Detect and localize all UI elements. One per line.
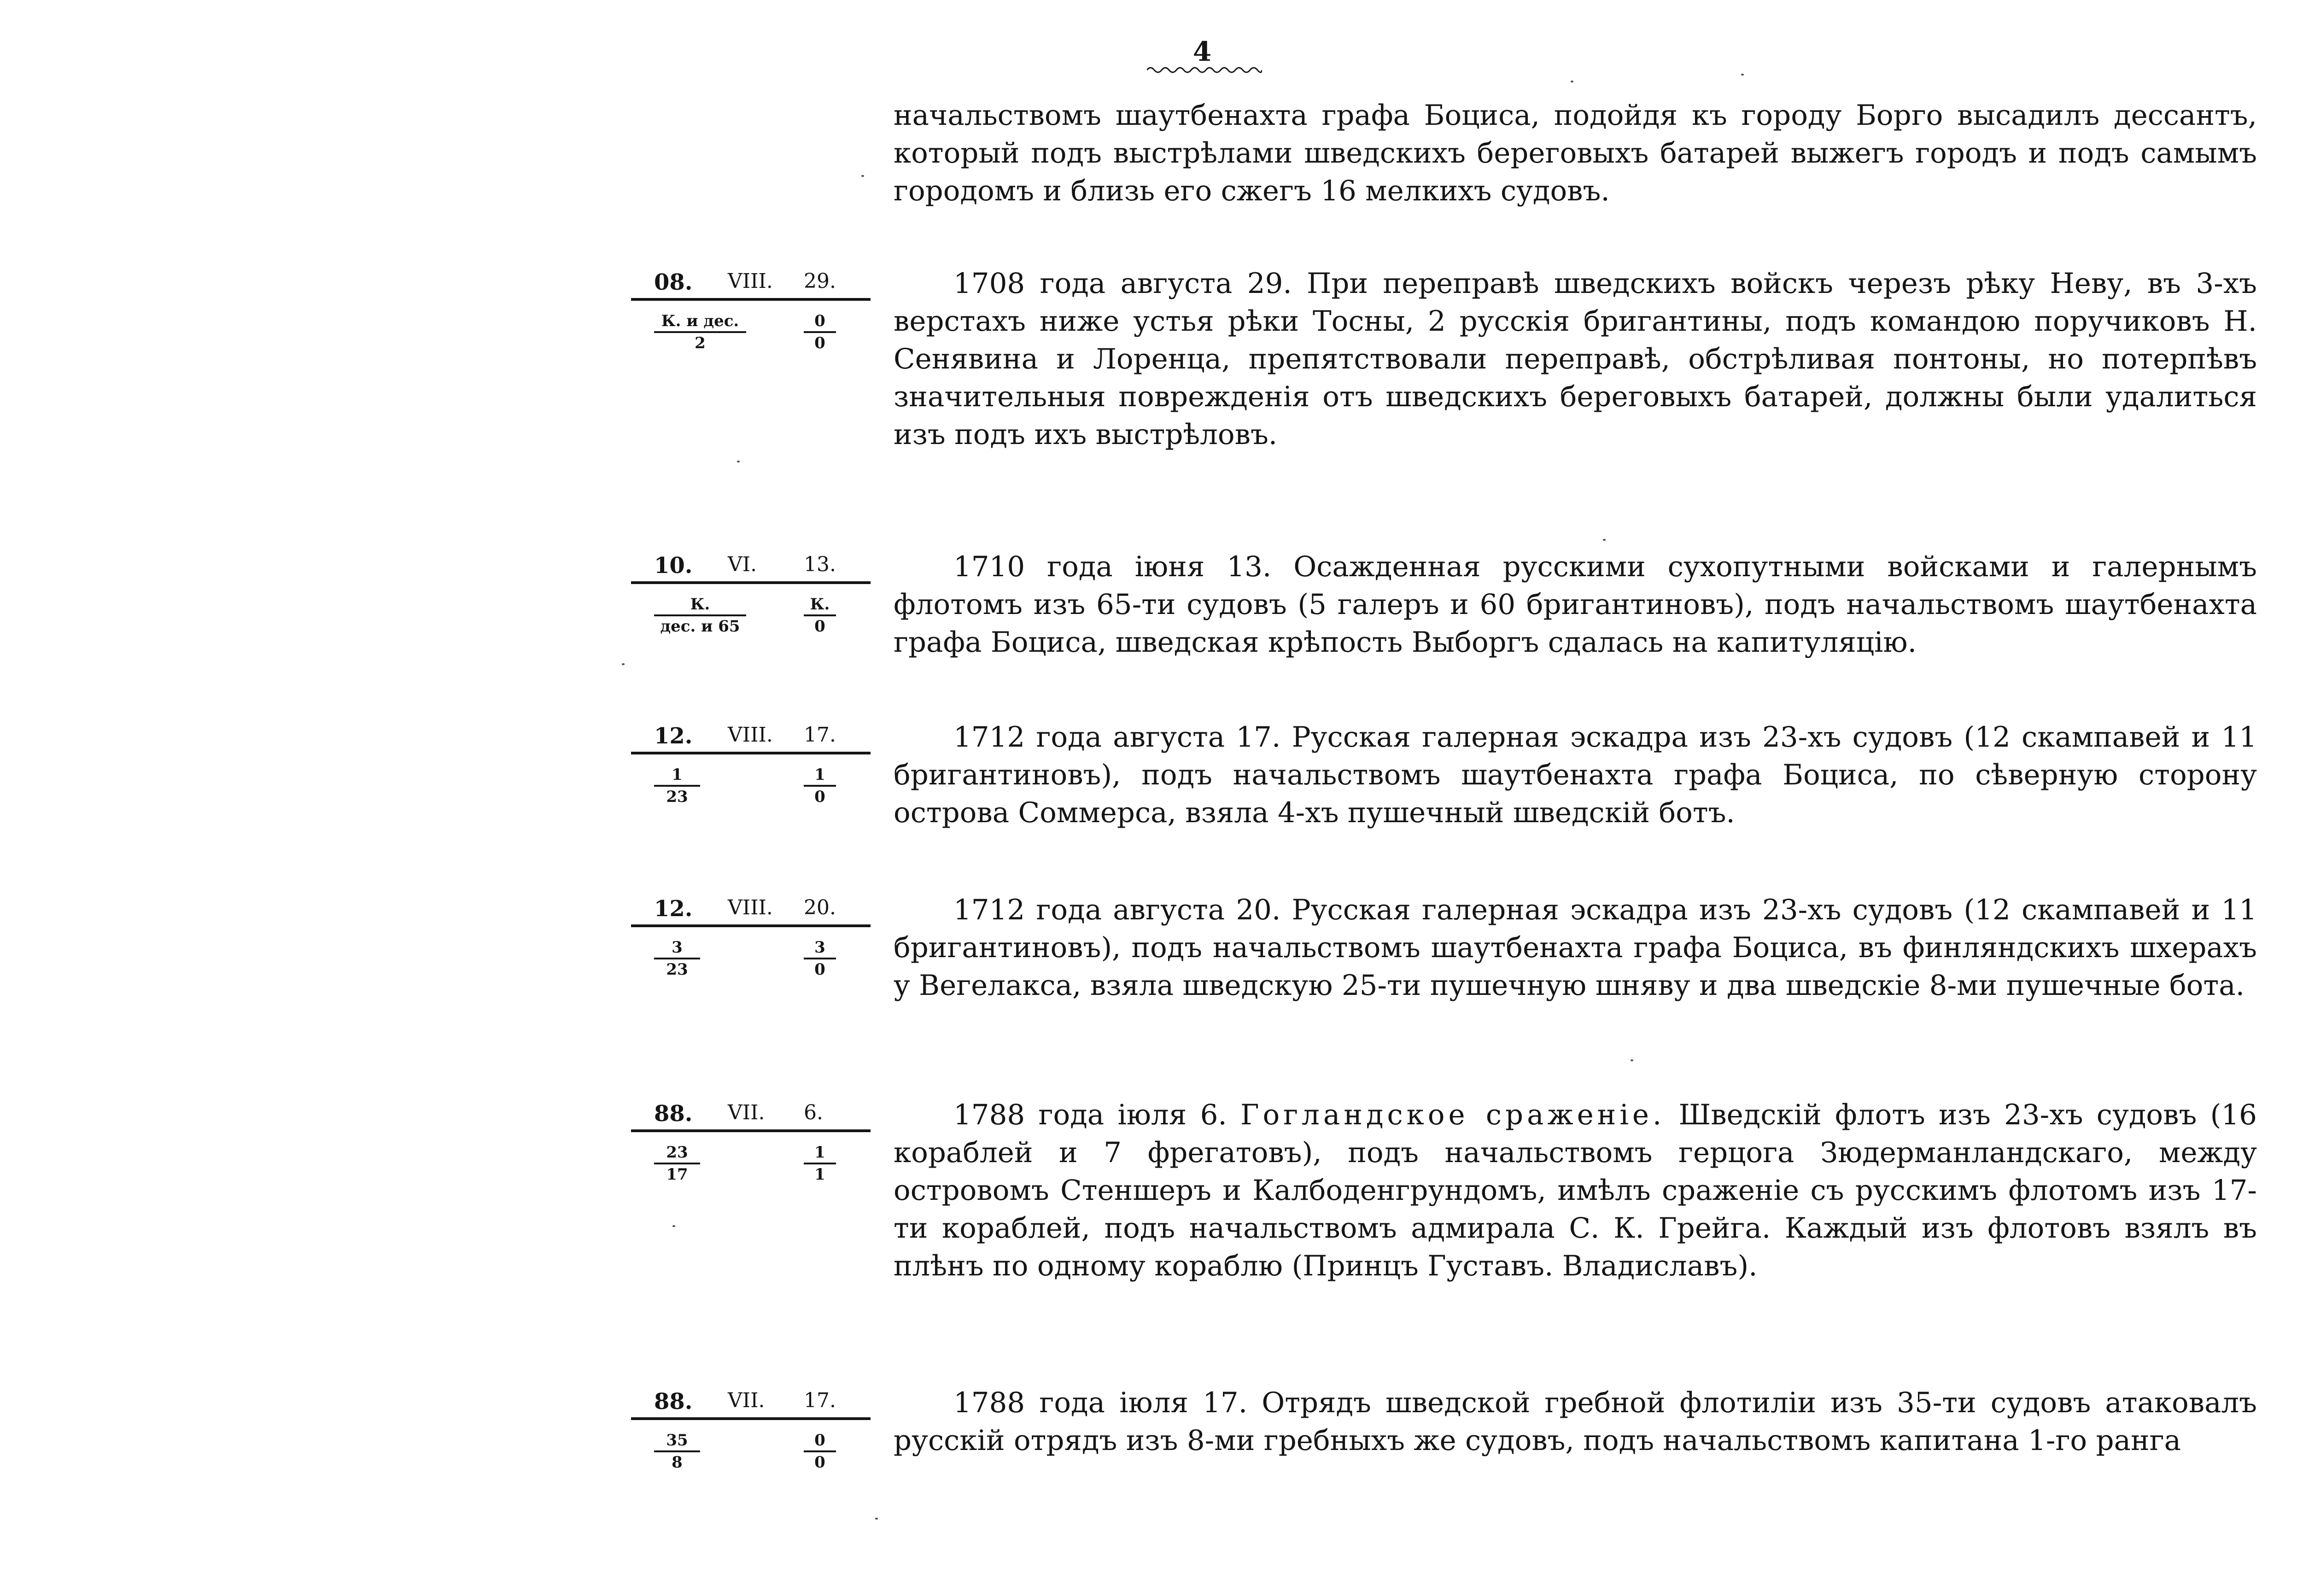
losses-fraction-right bbox=[804, 311, 836, 353]
ref-month: VIII. bbox=[728, 896, 773, 919]
scan-speck bbox=[672, 1225, 675, 1227]
marginal-reference bbox=[631, 1096, 871, 1225]
scan-speck bbox=[1631, 1059, 1633, 1061]
text-body: Шведскій флотъ изъ 23-хъ судовъ (16 кораблей и 7 фрегатовъ), подъ начальствомъ герцога Зюдерманландскаго, между островомъ Стеншеръ и Калбоденгрундомъ, имѣлъ сраженіе съ русскимъ флотомъ изъ 17-ти кораблей, подъ начальствомъ адмирала С. К. Грейга. Каждый изъ флотовъ взялъ въ плѣнъ по одному кораблю (Принцъ Густавъ. Владиславъ). bbox=[894, 1099, 2257, 1282]
page-number-ornament bbox=[1147, 64, 1262, 76]
forces-fraction-left bbox=[654, 1430, 700, 1473]
losses-fraction-right bbox=[804, 765, 836, 807]
fraction-numerator: К. и дес. bbox=[654, 311, 746, 333]
fraction-numerator: 3 bbox=[804, 937, 836, 959]
ref-month: VI. bbox=[728, 553, 757, 576]
fraction-numerator: К. bbox=[654, 594, 746, 616]
fraction-denominator: 17 bbox=[666, 1165, 688, 1184]
ref-month: VII. bbox=[728, 1389, 765, 1412]
fraction-numerator: 1 bbox=[804, 1142, 836, 1164]
fraction-numerator: 23 bbox=[654, 1142, 700, 1164]
date-reference bbox=[631, 891, 871, 927]
ref-year: 12. bbox=[654, 723, 693, 749]
fraction-denominator: 8 bbox=[672, 1453, 683, 1472]
scan-speck bbox=[1603, 539, 1606, 541]
ref-year: 88. bbox=[654, 1389, 693, 1415]
scan-speck bbox=[875, 1518, 878, 1520]
forces-fraction-left bbox=[654, 765, 700, 807]
fraction-numerator: 1 bbox=[654, 765, 700, 787]
ref-day: 29. bbox=[804, 269, 836, 293]
fraction-numerator: 3 bbox=[654, 937, 700, 959]
marginal-reference bbox=[631, 719, 871, 848]
ref-year: 08. bbox=[654, 269, 693, 295]
losses-fraction-right bbox=[804, 937, 836, 980]
battle-name: Гогландское сраженіе. bbox=[1240, 1099, 1666, 1131]
fraction-numerator: К. bbox=[804, 594, 836, 616]
ref-day: 20. bbox=[804, 896, 836, 919]
ref-month: VII. bbox=[728, 1101, 765, 1124]
fraction-denominator: 1 bbox=[814, 1165, 825, 1184]
forces-fraction-left bbox=[654, 594, 746, 637]
paragraph-text: 1710 года іюня 13. Осажденная русскими сухопутными войсками и галернымъ флотомъ изъ 65-ти судовъ (5 галеръ и 60 бригантиновъ), подъ начальствомъ шаутбенахта графа Боциса, шведская крѣпость Выборгъ сдалась на капитуляцію. bbox=[894, 550, 2257, 659]
text-lead: 1788 года іюля 6. bbox=[953, 1099, 1241, 1131]
forces-fraction-left bbox=[654, 937, 700, 980]
ref-year: 10. bbox=[654, 553, 693, 579]
fraction-denominator: 0 bbox=[814, 1453, 825, 1472]
ref-month: VIII. bbox=[728, 269, 773, 293]
fraction-numerator: 1 bbox=[804, 765, 836, 787]
forces-fraction-left bbox=[654, 311, 746, 353]
scan-speck bbox=[737, 461, 740, 462]
date-reference bbox=[631, 265, 871, 301]
fraction-denominator: 0 bbox=[814, 617, 825, 636]
date-reference bbox=[631, 548, 871, 584]
losses-fraction-right bbox=[804, 594, 836, 637]
page-number: 4 bbox=[1192, 36, 1212, 67]
marginal-reference bbox=[631, 1384, 871, 1513]
losses-fraction-right bbox=[804, 1142, 836, 1185]
fraction-numerator: 35 bbox=[654, 1430, 700, 1452]
paragraph-text: начальствомъ шаутбенахта графа Боциса, подойдя къ городу Борго высадилъ дессантъ, который подъ выстрѣлами шведскихъ береговыхъ батарей выжегъ городъ и подъ самымъ городомъ и близь его сжегъ 16 мелкихъ судовъ. bbox=[894, 99, 2257, 207]
fraction-denominator: 0 bbox=[814, 334, 825, 352]
losses-fraction-right bbox=[804, 1430, 836, 1473]
fraction-denominator: 2 bbox=[695, 334, 706, 352]
fraction-numerator: 0 bbox=[804, 1430, 836, 1452]
ref-day: 17. bbox=[804, 723, 836, 747]
scan-speck bbox=[622, 663, 625, 665]
fraction-denominator: дес. и 65 bbox=[660, 617, 740, 636]
scan-speck bbox=[1741, 74, 1744, 76]
date-reference bbox=[631, 1096, 871, 1132]
paragraph-text bbox=[894, 1096, 2257, 1285]
paragraph-text: 1712 года августа 17. Русская галерная эскадра изъ 23-хъ судовъ (12 скампавей и 11 бригантиновъ), подъ начальствомъ шаутбенахта графа Боциса, по сѣверную сторону острова Соммерса, взяла 4-хъ пушечный шведскій ботъ. bbox=[894, 721, 2257, 829]
fraction-denominator: 0 bbox=[814, 788, 825, 806]
ref-year: 12. bbox=[654, 896, 693, 922]
fraction-denominator: 0 bbox=[814, 960, 825, 979]
marginal-reference bbox=[631, 891, 871, 1020]
paragraph-text: 1708 года августа 29. При переправѣ шведскихъ войскъ черезъ рѣку Неву, въ 3-хъ верстахъ ниже устья рѣки Тосны, 2 русскія бригантины, подъ командою поручиковъ Н. Сенявина и Лоренца, препятствовали переправѣ, обстрѣливая понтоны, но потерпѣвъ значительныя поврежденія отъ шведскихъ береговыхъ батарей, должны были удалиться изъ подъ ихъ выстрѣловъ. bbox=[894, 267, 2257, 451]
paragraph-text: 1712 года августа 20. Русская галерная эскадра изъ 23-хъ судовъ (12 скампавей и 11 бригантиновъ), подъ начальствомъ шаутбенахта графа Боциса, въ финляндскихъ шхерахъ у Вегелакса, взяла шведскую 25-ти пушечную шняву и два шведскіе 8-ми пушечные бота. bbox=[894, 894, 2257, 1002]
date-reference bbox=[631, 1384, 871, 1420]
fraction-denominator: 23 bbox=[666, 788, 688, 806]
fraction-denominator: 23 bbox=[666, 960, 688, 979]
ref-month: VIII. bbox=[728, 723, 773, 747]
ref-day: 17. bbox=[804, 1389, 836, 1412]
ref-day: 13. bbox=[804, 553, 836, 576]
paragraph-text: 1788 года іюля 17. Отрядъ шведской гребной флотиліи изъ 35-ти судовъ атаковалъ русскій отрядъ изъ 8-ми гребныхъ же судовъ, подъ начальствомъ капитана 1-го ранга bbox=[894, 1386, 2257, 1457]
fraction-numerator: 0 bbox=[804, 311, 836, 333]
date-reference bbox=[631, 719, 871, 754]
marginal-reference bbox=[631, 548, 871, 677]
scan-speck bbox=[1571, 81, 1573, 82]
scan-speck bbox=[861, 175, 864, 177]
forces-fraction-left bbox=[654, 1142, 700, 1185]
marginal-reference bbox=[631, 265, 871, 394]
ref-day: 6. bbox=[804, 1101, 823, 1124]
ref-year: 88. bbox=[654, 1101, 693, 1127]
